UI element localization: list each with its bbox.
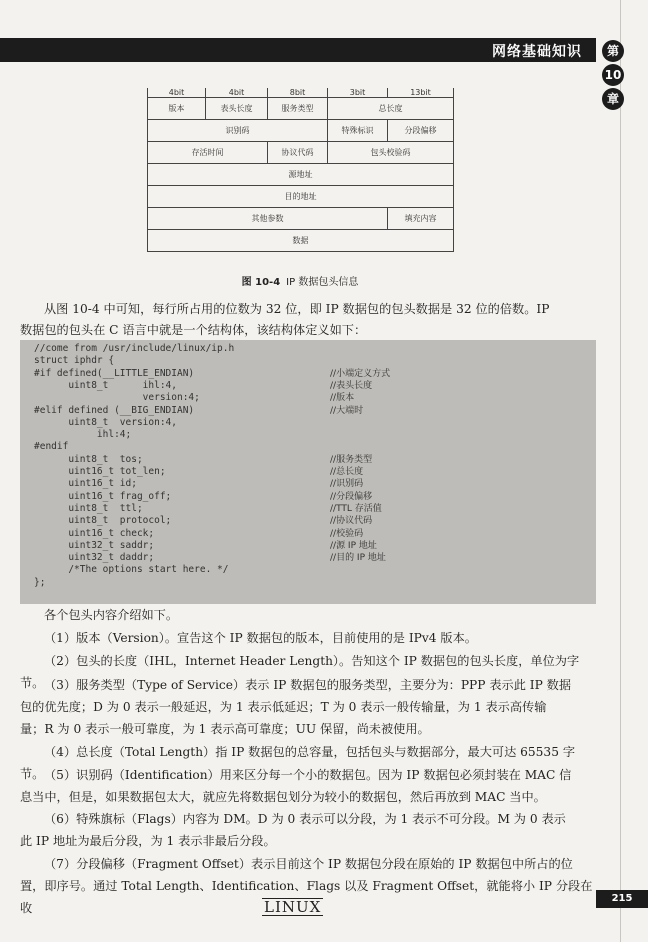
- code-comment: //总长度: [330, 467, 364, 477]
- version-cell: 版本: [148, 98, 206, 120]
- body-line: 量；R 为 0 表示一般可靠度，为 1 表示高可靠度；UU 保留，尚未被使用。: [20, 722, 430, 736]
- chapter-badge-number: 10: [602, 64, 624, 86]
- chapter-badge-prefix: 第: [602, 40, 624, 62]
- code-line: uint16_t frag_off;: [34, 490, 172, 502]
- table-row: [148, 186, 454, 208]
- linux-logo: LINUX: [264, 898, 322, 916]
- code-line: uint32_t daddr;: [34, 552, 155, 564]
- code-line: uint8_t tos;: [34, 453, 143, 465]
- code-comment: //目的 IP 地址: [330, 553, 386, 564]
- body-line: （3）服务类型（Type of Service）表示 IP 数据包的服务类型，主要分为：PPP 表示此 IP 数据: [44, 678, 572, 692]
- body-line: 各个包头内容介绍如下。: [44, 608, 179, 622]
- options-cell: 其他参数: [148, 208, 388, 230]
- bits-cell: 4bit: [148, 88, 206, 98]
- code-line: #if defined(__LITTLE_ENDIAN): [34, 367, 195, 379]
- intro-line-2: 数据包的包头在 C 语言中就是一个结构体，该结构体定义如下：: [20, 323, 367, 337]
- body-line: （4）总长度（Total Length）指 IP 数据包的总容量，包括包头与数据部分，最大可达 65535 字节。: [20, 745, 576, 781]
- table-row: [148, 98, 454, 120]
- checksum-cell: 包头校验码: [328, 142, 454, 164]
- chapter-header-bar: [0, 38, 596, 62]
- code-line: uint32_t saddr;: [34, 539, 155, 551]
- code-comment: //小端定义方式: [330, 368, 391, 379]
- bits-row: [148, 88, 454, 98]
- code-comment: //识别码: [330, 479, 364, 490]
- code-line: #endif: [34, 441, 69, 453]
- bits-cell: 8bit: [268, 88, 328, 98]
- figure-caption: [0, 273, 600, 288]
- chapter-badge-suffix: 章: [602, 88, 624, 110]
- fragment-offset-cell: 分段偏移: [388, 120, 454, 142]
- table-row: [148, 230, 454, 252]
- code-line: /*The options start here. */: [34, 564, 229, 576]
- code-line: uint8_t ihl:4,: [34, 379, 177, 391]
- code-line: uint16_t tot_len;: [34, 466, 166, 477]
- intro-line-1: 从图 10-4 中可知，每行所占用的位数为 32 位，即 IP 数据包的包头数据是 32 位的倍数。IP: [44, 302, 550, 316]
- table-row: [148, 120, 454, 142]
- code-comment: //服务类型: [330, 454, 373, 465]
- identification-cell: 识别码: [148, 120, 328, 142]
- body-line: （7）分段偏移（Fragment Offset）表示目前这个 IP 数据包分段在原始的 IP 数据包中所占的位: [44, 857, 573, 871]
- code-line: struct iphdr {: [34, 355, 115, 367]
- total-length-cell: 总长度: [328, 98, 454, 120]
- chapter-badge: [598, 38, 628, 112]
- code-comment: //校验码: [330, 528, 364, 539]
- table-row: [148, 142, 454, 164]
- source-address-cell: 源地址: [148, 164, 454, 186]
- ip-header-table: [147, 88, 454, 252]
- code-line: uint16_t id;: [34, 478, 137, 490]
- bits-cell: 3bit: [328, 88, 388, 98]
- code-comment: //协议代码: [330, 516, 373, 527]
- code-line: //come from /usr/include/linux/ip.h: [34, 343, 235, 354]
- service-type-cell: 服务类型: [268, 98, 328, 120]
- body-line: （1）版本（Version）。宣告这个 IP 数据包的版本，目前使用的是 IPv4 版本。: [44, 631, 477, 645]
- code-line: uint8_t ttl;: [34, 502, 143, 514]
- padding-cell: 填充内容: [388, 208, 454, 230]
- header-length-cell: 表头长度: [206, 98, 268, 120]
- flags-cell: 特殊标识: [328, 120, 388, 142]
- bits-cell: 13bit: [388, 88, 454, 98]
- figure-title: IP 数据包头信息: [286, 277, 359, 288]
- body-line: （5）识别码（Identification）用来区分每一个小的数据包。因为 IP 数据包必须封装在 MAC 信: [44, 768, 572, 782]
- protocol-cell: 协议代码: [268, 142, 328, 164]
- code-line: uint8_t version:4,: [34, 416, 177, 428]
- code-comment: //表头长度: [330, 380, 373, 391]
- code-line: };: [34, 576, 46, 588]
- body-line: 此 IP 地址为最后分段，为 1 表示非最后分段。: [20, 834, 276, 848]
- body-line: （2）包头的长度（IHL，Internet Header Length）。告知这个 IP 数据包的包头长度，单位为字节。: [20, 654, 580, 690]
- data-cell: 数据: [148, 230, 454, 252]
- code-line: uint8_t protocol;: [34, 515, 172, 527]
- destination-address-cell: 目的地址: [148, 186, 454, 208]
- body-line: 置，即序号。通过 Total Length、Identification、Flags 以及 Fragment Offset，就能将小 IP 分段在收: [20, 879, 593, 915]
- code-line: #elif defined (__BIG_ENDIAN): [34, 404, 195, 416]
- body-line: 息当中，但是，如果数据包太大，就应先将数据包划分为较小的数据包，然后再放到 MAC 当中。: [20, 790, 546, 804]
- code-line: ihl:4;: [34, 429, 132, 441]
- code-comment: //TTL 存活值: [330, 503, 382, 514]
- code-comment: //分段偏移: [330, 491, 373, 502]
- bits-cell: 4bit: [206, 88, 268, 98]
- code-comment: //版本: [330, 393, 355, 404]
- body-line: （6）特殊旗标（Flags）内容为 DM。D 为 0 表示可以分段，为 1 表示不可分段。M 为 0 表示: [44, 812, 566, 826]
- page-number: 215: [596, 890, 648, 908]
- page-edge-line: [620, 0, 621, 942]
- table-row: [148, 208, 454, 230]
- table-row: [148, 164, 454, 186]
- code-comment: //源 IP 地址: [330, 540, 377, 551]
- ttl-cell: 存活时间: [148, 142, 268, 164]
- figure-number: 图 10-4: [241, 277, 281, 288]
- body-line: 包的优先度；D 为 0 表示一般延迟，为 1 表示低延迟；T 为 0 表示一般传输量，为 1 表示高传输: [20, 700, 547, 714]
- code-line: version:4;: [34, 392, 200, 404]
- code-line: uint16_t check;: [34, 527, 155, 539]
- chapter-title: 网络基础知识: [492, 44, 582, 60]
- code-comment: //大端时: [330, 405, 364, 416]
